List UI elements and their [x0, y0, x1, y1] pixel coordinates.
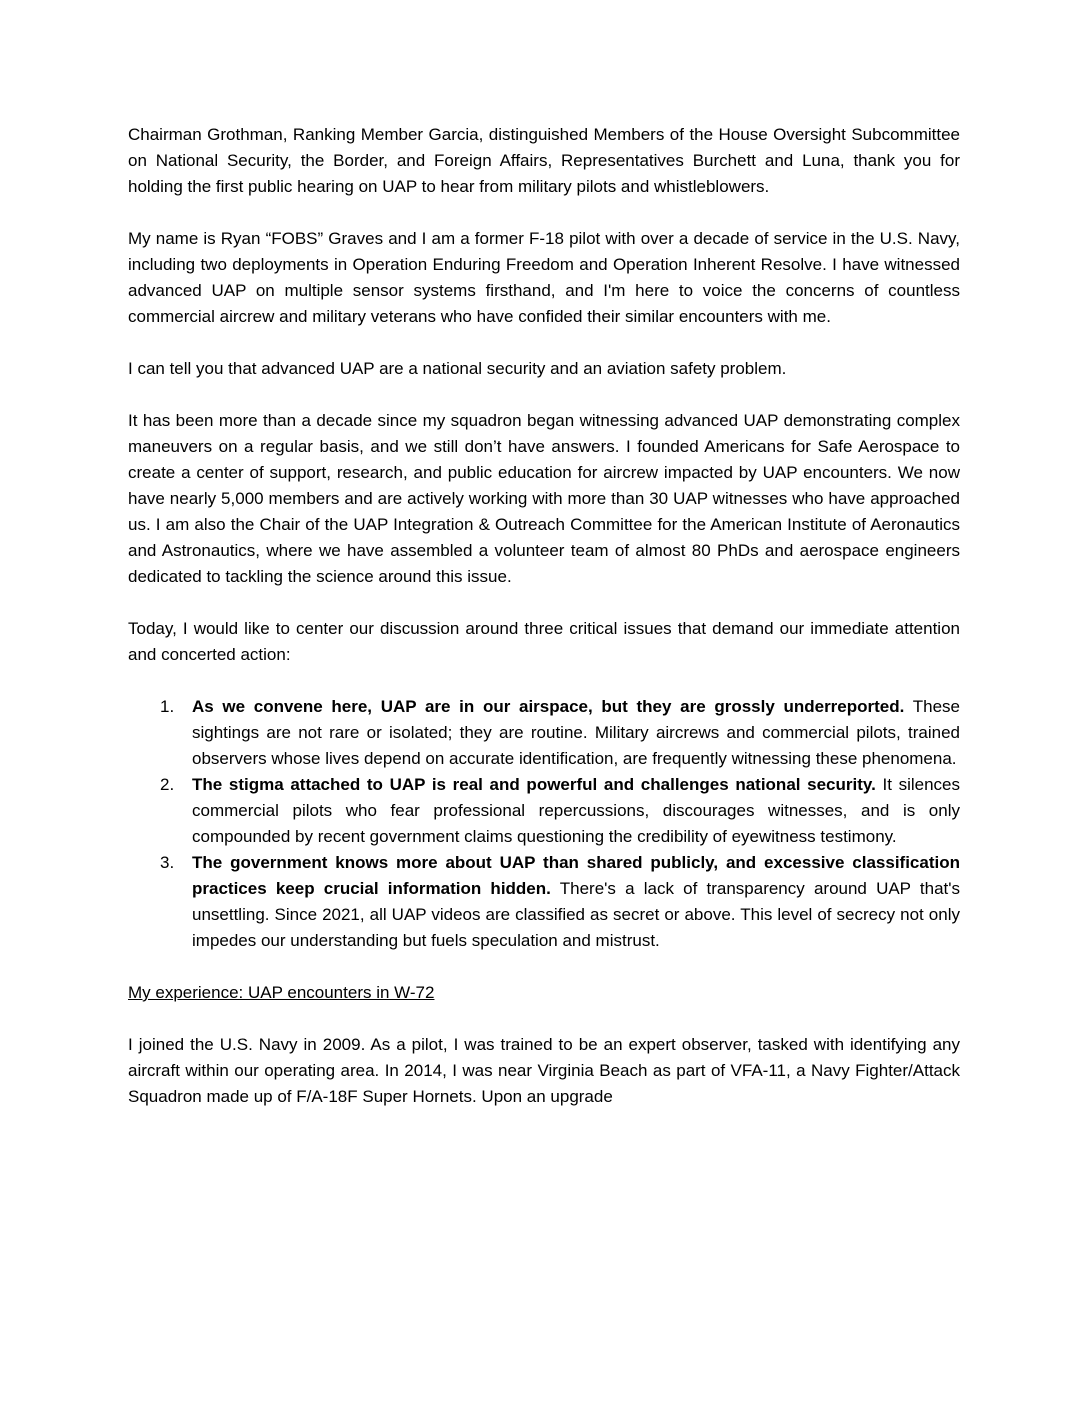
list-item-classification — [128, 850, 960, 954]
list-number: 1. — [160, 697, 175, 716]
paragraph-thesis: I can tell you that advanced UAP are a national security and an aviation safety problem. — [128, 359, 787, 378]
section-heading-text: My experience: UAP encounters in W-72 — [128, 983, 435, 1002]
paragraph-experience: I joined the U.S. Navy in 2009. As a pilot, I was trained to be an expert observer, tasked with identifying any aircraft within our operating area. In 2014, I was near Virginia Beach as part of VFA-11, a Navy Fighter/Attack Squadron made up of F/A-18F Super Hornets. Upon an upgrade — [128, 1035, 960, 1106]
list-item-lead: The government knows more about UAP than shared publicly, and excessive classification practices keep crucial information hidden. — [192, 853, 960, 898]
list-item-body: There's a lack of transparency around UAP that's unsettling. Since 2021, all UAP videos are classified as secret or above. This level of secrecy not only impedes our understanding but fuels speculation and mistrust. — [192, 879, 960, 950]
list-item-lead: As we convene here, UAP are in our airspace, but they are grossly underreported. — [192, 697, 905, 716]
list-item-lead: The stigma attached to UAP is real and powerful and challenges national security. — [192, 775, 876, 794]
paragraph-background: It has been more than a decade since my squadron began witnessing advanced UAP demonstrating complex maneuvers on a regular basis, and we still don’t have answers. I founded Americans for Safe Aerospace to create a center of support, research, and public education for aircrew impacted by UAP encounters. We now have nearly 5,000 members and are actively working with more than 30 UAP witnesses who have approached us. I am also the Chair of the UAP Integration & Outreach Committee for the American Institute of Aeronautics and Astronautics, where we have assembled a volunteer team of almost 80 PhDs and aerospace engineers dedicated to tackling the science around this issue. — [128, 411, 960, 586]
paragraph-salutation: Chairman Grothman, Ranking Member Garcia, distinguished Members of the House Oversight Subcommittee on National Security, the Border, and Foreign Affairs, Representatives Burchett and Luna, thank you for holding the first public hearing on UAP to hear from military pilots and whistleblowers. — [128, 125, 960, 196]
list-number: 2. — [160, 775, 175, 794]
section-heading-experience — [128, 980, 960, 1006]
numbered-list — [128, 694, 960, 954]
list-item-underreported — [128, 694, 960, 772]
list-item-body: It silences commercial pilots who fear professional repercussions, discourages witnesses, and is only compounded by recent government claims questioning the credibility of eyewitness testimony. — [192, 775, 960, 846]
list-item-stigma — [128, 772, 960, 850]
list-item-body: These sightings are not rare or isolated; they are routine. Military aircrews and commercial pilots, trained observers whose lives depend on accurate identification, are frequently witnessing these phenomena. — [192, 697, 960, 768]
list-number: 3. — [160, 853, 175, 872]
paragraph-introduction: My name is Ryan “FOBS” Graves and I am a former F-18 pilot with over a decade of service in the U.S. Navy, including two deployments in Operation Enduring Freedom and Operation Inherent Resolve. I have witnessed advanced UAP on multiple sensor systems firsthand, and I'm here to voice the concerns of countless commercial aircrew and military veterans who have confided their similar encounters with me. — [128, 229, 960, 326]
paragraph-issues-intro: Today, I would like to center our discussion around three critical issues that demand our immediate attention and concerted action: — [128, 619, 960, 664]
